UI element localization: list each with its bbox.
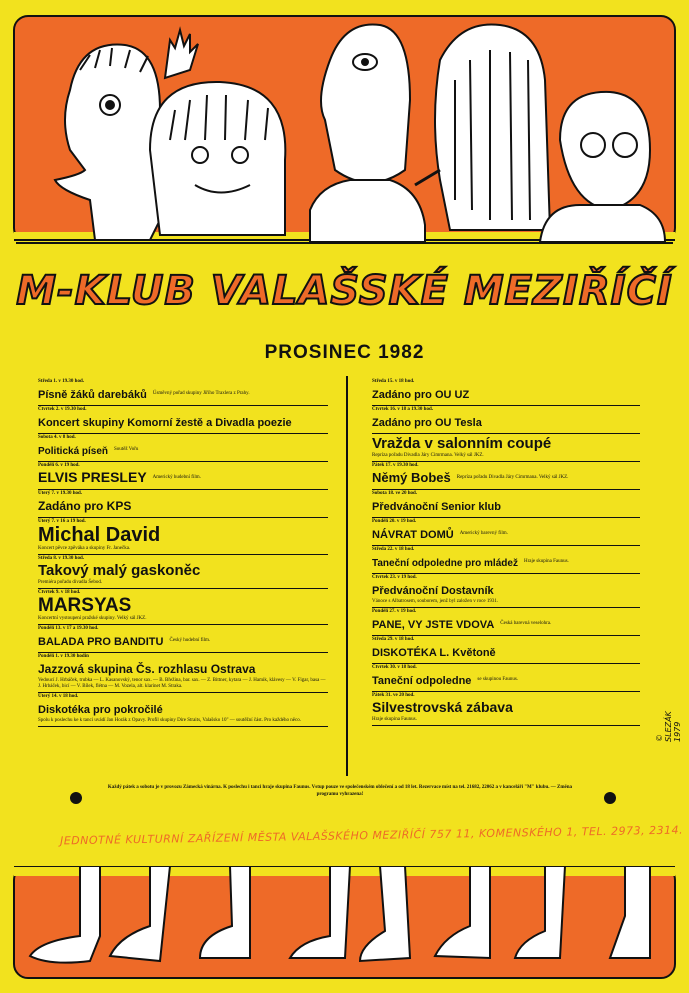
event-item (38, 490, 328, 518)
event-name: PANE, VY JSTE VDOVA (372, 619, 495, 631)
page-title: M-KLUB VALAŠSKÉ MEZIŘÍČÍ (16, 268, 673, 314)
event-name: Taneční odpoledne (372, 675, 472, 687)
event-item (38, 434, 328, 462)
event-name: Silvestrovská zábava (372, 699, 513, 715)
event-name: MARSYAS (38, 595, 132, 616)
event-item (372, 664, 640, 692)
artist-signature: © SLEZÁK 1979 (655, 711, 682, 742)
event-description: Koncertní vystoupení pražské skupiny. Velký sál JKZ. (38, 616, 147, 621)
event-item (38, 693, 328, 727)
event-date: Středa 22. v 18 hod. (372, 547, 415, 552)
event-item (372, 608, 640, 636)
event-name: Němý Bobeš (372, 470, 451, 485)
event-date: Čtvrtek 23. v 19 hod. (372, 575, 417, 580)
event-item (372, 636, 640, 664)
event-description: Premiéra pořadu divadla Šebod. (38, 580, 103, 585)
event-date: Středa 8. v 19.30 hod. (38, 556, 84, 561)
event-item (372, 574, 640, 608)
event-name: Taneční odpoledne pro mládež (372, 558, 518, 569)
event-note: Úsměvný pořad skupiny Jiřího Traxlera z Prahy. (152, 390, 250, 396)
event-item (38, 462, 328, 490)
event-date: Čtvrtek 16. v 18 a 19.30 hod. (372, 407, 433, 412)
event-name: Předvánoční Senior klub (372, 501, 501, 513)
event-item (38, 589, 328, 625)
event-note: Hraje skupina Faunus. (523, 558, 569, 564)
right-event-column (372, 378, 640, 726)
event-item (372, 378, 640, 406)
event-description: Repríza pořadu Divadla Járy Cimrmana. Velký sál JKZ. (372, 453, 484, 458)
event-name: Diskotéka pro pokročilé (38, 704, 163, 716)
event-date: Čtvrtek 30. v 18 hod. (372, 665, 417, 670)
event-name: Zadáno pro OU UZ (372, 389, 470, 401)
left-event-column (38, 378, 328, 727)
event-note: Repríza pořadu Divadla Járy Cimrmana. Velký sál JKZ. (456, 474, 569, 480)
event-note: Český hudební film. (169, 637, 211, 643)
event-date: Pátek 17. v 19.30 hod. (372, 463, 419, 468)
page-subtitle: PROSINEC 1982 (264, 342, 425, 363)
bottom-note: Každý pátek a sobotu je v provozu Zámecká vinárna. K poslechu i tanci hraje skupina Faunus. Vstup pouze ve společenském oblečení a od 18 let. Rezervace míst na tel. 21682, 22062 a v kanceláři "M" klubu. — Změna programu vyhrazena! (107, 785, 573, 797)
event-item (372, 434, 640, 462)
bottom-illustration (0, 866, 689, 993)
event-item (38, 518, 328, 555)
event-name: BALADA PRO BANDITU (38, 636, 164, 648)
event-item (38, 653, 328, 693)
event-date: Středa 29. v 18 hod. (372, 637, 415, 642)
event-note: Česká barevná veselohra. (500, 620, 552, 626)
event-note: Soutěž Vořu (114, 446, 139, 452)
event-name: Zadáno pro OU Tesla (372, 417, 482, 429)
event-item (372, 518, 640, 546)
event-date: Úterý 14. v 18 hod. (38, 694, 79, 699)
bullet-right-icon (604, 792, 616, 804)
event-name: NÁVRAT DOMŮ (372, 529, 454, 541)
bullet-left-icon (70, 792, 82, 804)
event-name: DISKOTÉKA L. Květoně (372, 647, 496, 659)
event-date: Sobota 4. v 8 hod. (38, 435, 76, 440)
event-name: Politická píseň (38, 446, 109, 457)
event-note: Americký barevný film. (459, 530, 508, 536)
event-item (372, 692, 640, 726)
event-note: se skupinou Faunus. (477, 676, 519, 682)
event-date: Úterý 7. v 16 a 19 hod. (38, 519, 86, 524)
event-description: Koncert pěvce zpěváka a skupiny Fr. Janečka. (38, 546, 131, 551)
event-name: Takový malý gaskoněc (38, 562, 201, 579)
event-date: Pondělí 27. v 19 hod. (372, 609, 417, 614)
event-name: Zadáno pro KPS (38, 499, 132, 513)
event-date: Pondělí 6. v 19 hod. (38, 463, 80, 468)
event-name: Vražda v salonním coupé (372, 435, 552, 452)
event-name: Jazzová skupina Čs. rozhlasu Ostrava (38, 662, 256, 676)
event-date: Čtvrtek 9. v 18 hod. (38, 590, 81, 595)
event-name: Předvánoční Dostavník (372, 585, 494, 597)
event-description: Vedoucí J. Hrbáček, trubka — L. Kasanovský, tenor sax. — B. Břežina, bar. sax. — Z. Bittner, kytara — J. Hamik, klávesy — V. Figar, basa — J. Hrbáček, bicí — V. Bílek, flétna — M. Vozela, alt. klarinet M. Straka. (38, 678, 326, 689)
event-date: Pondělí 1. v 19.30 hodin (38, 654, 89, 659)
event-name: Písně žáků darebáků (38, 389, 147, 401)
event-item (372, 490, 640, 518)
event-item (38, 406, 328, 434)
event-date: Úterý 7. v 19.30 hod. (38, 491, 83, 496)
event-date: Středa 15. v 18 hod. (372, 379, 415, 384)
face-bangs-icon (150, 82, 285, 235)
event-date: Sobota 18. ve 20 hod. (372, 491, 418, 496)
event-date: Středa 1. v 19.30 hod. (38, 379, 84, 384)
event-name: Michal David (38, 524, 161, 546)
event-description: Hraje skupina Faunus. (372, 717, 417, 722)
event-description: Vánoce s Albatrosem, souborem, jenž byl založen v roce 1931. (372, 599, 499, 604)
event-name: ELVIS PRESLEY (38, 469, 147, 485)
event-description: Spolu k poslechu ke k tanci uvádí Jan Horák z Opavy. Profil skupiny Dire Straits, Valašsko 10" — soutěžní část. Pro každého něco. (38, 718, 301, 723)
event-date: Pondělí 20. v 19 hod. (372, 519, 417, 524)
event-note: Americký hudební film. (152, 474, 201, 480)
event-item (38, 378, 328, 406)
event-item (372, 406, 640, 434)
event-item (38, 625, 328, 653)
column-divider (346, 376, 348, 776)
event-date: Čtvrtek 2. v 19.30 hod. (38, 407, 87, 412)
event-date: Pátek 31. ve 20 hod. (372, 693, 415, 698)
event-date: Pondělí 13. v 17 a 19.30 hod. (38, 626, 99, 631)
footer-address: JEDNOTNÉ KULTURNÍ ZAŘÍZENÍ MĚSTA VALAŠSKÉHO MEZIŘÍČÍ 757 11, KOMENSKÉHO 1, TEL. 2973, 2314. (59, 823, 684, 848)
event-item (38, 555, 328, 589)
event-name: Koncert skupiny Komorní žestě a Divadla poezie (38, 417, 292, 429)
top-illustration (0, 0, 689, 250)
event-item (372, 546, 640, 574)
event-item (372, 462, 640, 490)
